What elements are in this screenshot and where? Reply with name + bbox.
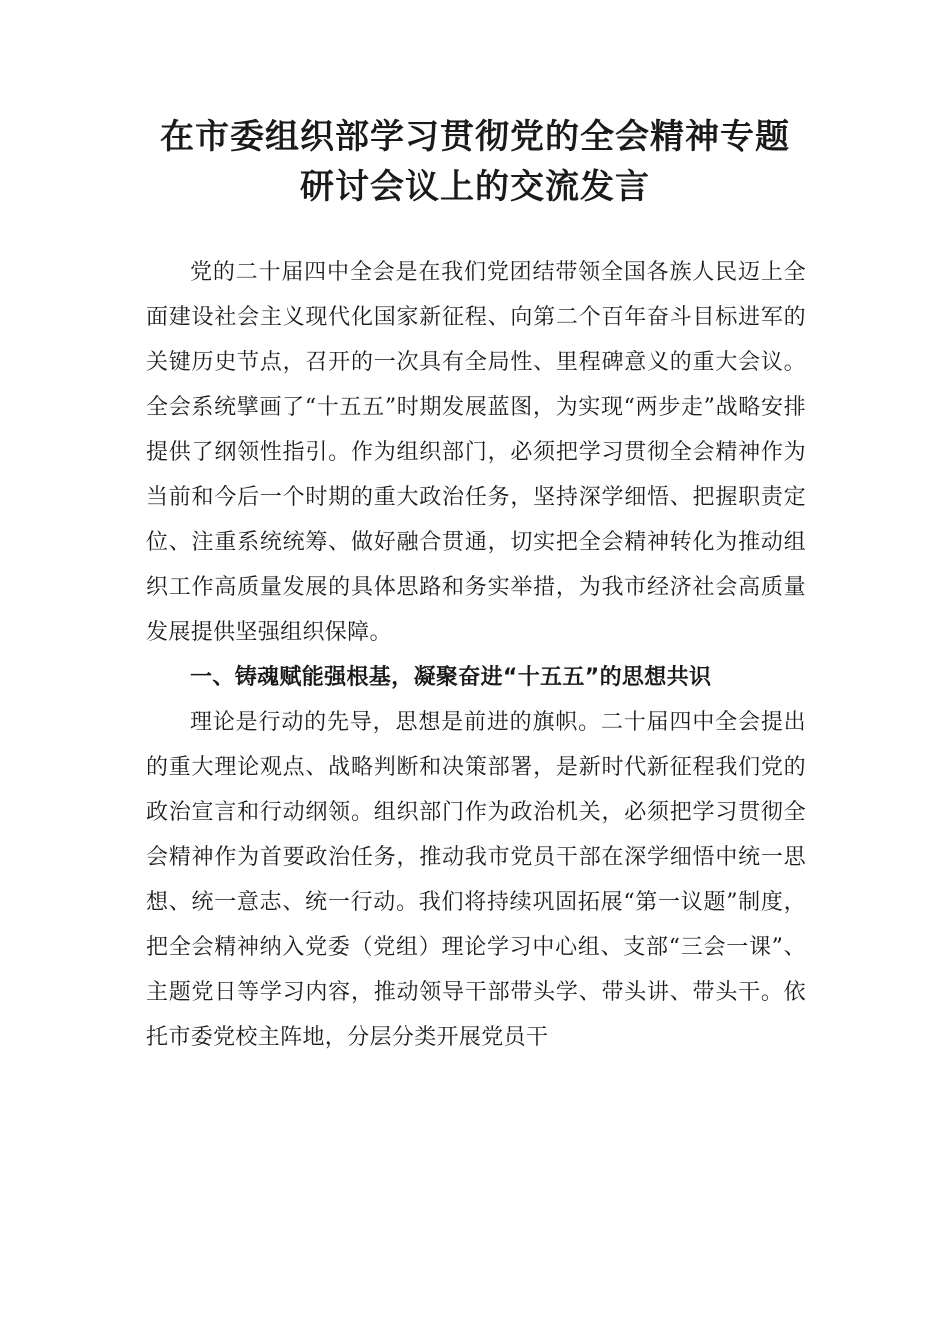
document-title [100, 112, 850, 212]
section-1-paragraph: 理论是行动的先导，思想是前进的旗帜。二十届四中全会提出的重大理论观点、战略判断和决策部署，是新时代新征程我们党的政治宣言和行动纲领。组织部门作为政治机关，必须把学习贯彻全会精神作为首要政治任务，推动我市党员干部在深学细悟中统一思想、统一意志、统一行动。我们将持续巩固拓展“第一议题”制度，把全会精神纳入党委（党组）理论学习中心组、支部“三会一课”、主题党日等学习内容，推动领导干部带头学、带头讲、带头干。依托市委党校主阵地，分层分类开展党员干 [146, 710, 806, 1050]
document-body [146, 250, 806, 1060]
section-heading-1: 一、铸魂赋能强根基，凝聚奋进“十五五”的思想共识 [190, 665, 712, 690]
document-title-line-1: 在市委组织部学习贯彻党的全会精神专题 [160, 117, 790, 157]
intro-paragraph: 党的二十届四中全会是在我们党团结带领全国各族人民迈上全面建设社会主义现代化国家新征程、向第二个百年奋斗目标进军的关键历史节点，召开的一次具有全局性、里程碑意义的重大会议。全会系统擘画了“十五五”时期发展蓝图，为实现“两步走”战略安排提供了纲领性指引。作为组织部门，必须把学习贯彻全会精神作为当前和今后一个时期的重大政治任务，坚持深学细悟、把握职责定位、注重系统统筹、做好融合贯通，切实把全会精神转化为推动组织工作高质量发展的具体思路和务实举措，为我市经济社会高质量发展提供坚强组织保障。 [146, 260, 806, 645]
document-title-line-2: 研讨会议上的交流发言 [300, 167, 650, 207]
